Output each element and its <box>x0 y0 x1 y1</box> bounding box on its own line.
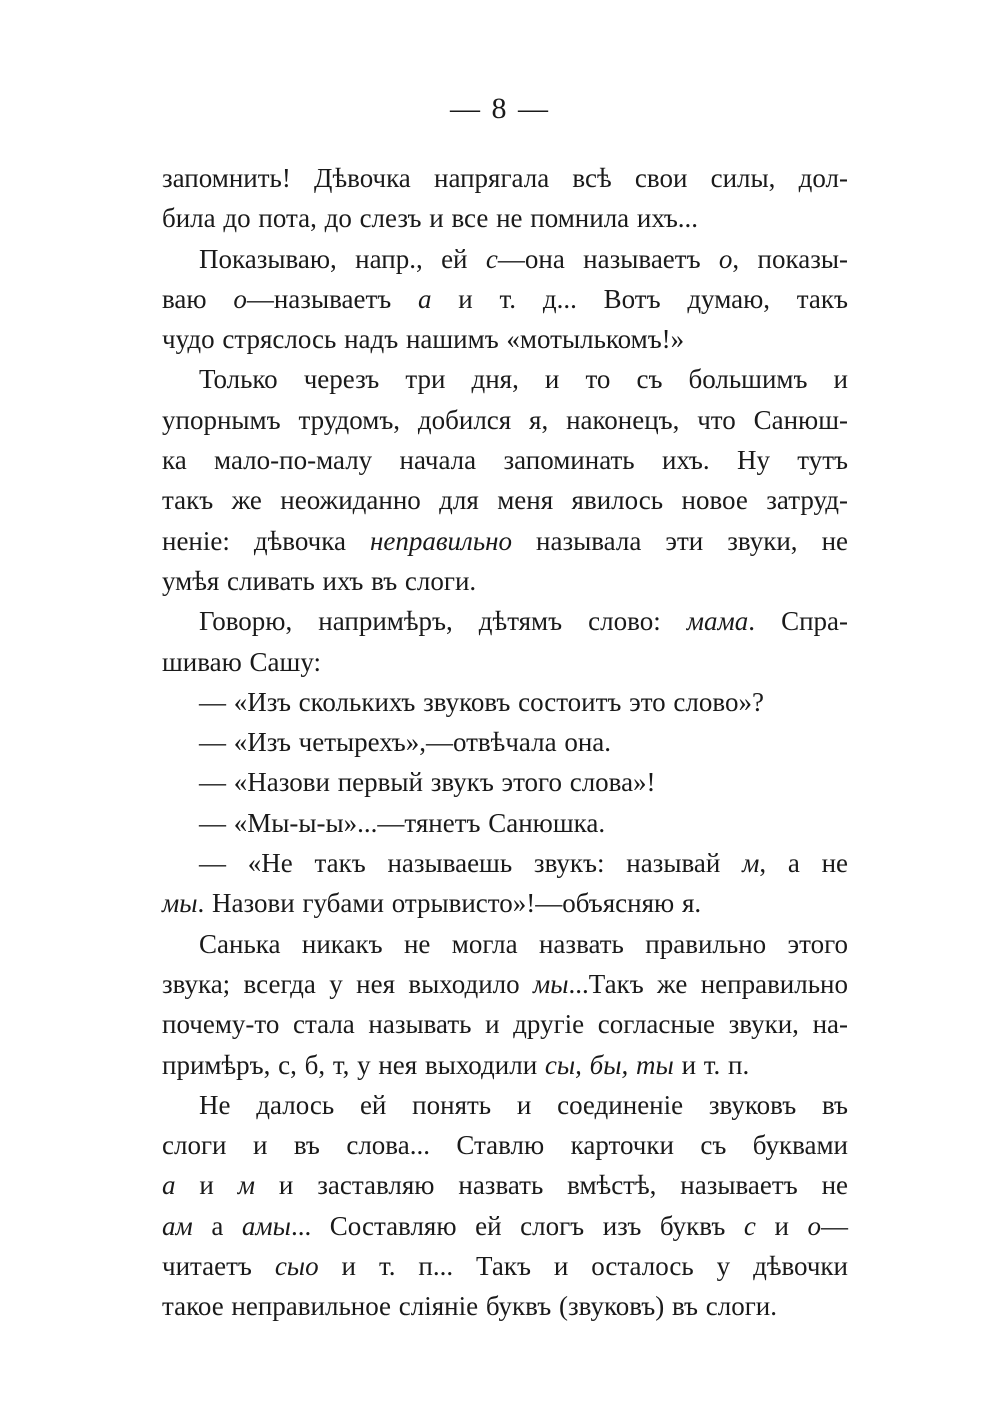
text-line <box>162 239 848 279</box>
text-segment: Говорю, напримѣръ, дѣтямъ слово: <box>199 606 687 637</box>
italic-text: сы, бы, ты <box>544 1049 674 1080</box>
italic-text: мама <box>686 606 749 637</box>
text-line <box>162 319 848 359</box>
text-segment: — «Назови первый звукъ этого слова»! <box>199 767 656 798</box>
text-segment: била до пота, до слезъ и все не помнила ихъ... <box>162 203 699 234</box>
text-line <box>162 359 848 399</box>
italic-text: сыо <box>274 1251 319 1282</box>
text-segment: такъ же неожиданно для меня явилось новое затруд- <box>162 485 848 516</box>
text-segment: и т. п... Такъ и осталось у дѣвочки <box>318 1251 848 1282</box>
italic-text: мы <box>533 968 569 999</box>
text-segment: Санька никакъ не могла назвать правильно этого <box>199 928 848 959</box>
text-segment: и <box>175 1170 238 1201</box>
text-line <box>162 1045 848 1085</box>
text-line <box>162 158 848 198</box>
text-line <box>162 722 848 762</box>
italic-text: о <box>807 1210 822 1241</box>
text-segment: и <box>755 1210 808 1241</box>
text-segment: а <box>192 1210 242 1241</box>
text-segment: —называетъ <box>246 283 418 314</box>
text-segment: слоги и въ слова... Ставлю карточки съ буквами <box>162 1130 848 1161</box>
italic-text: о <box>718 243 733 274</box>
text-segment: —она называетъ <box>497 243 719 274</box>
text-segment: и т. п. <box>673 1049 750 1080</box>
text-line <box>162 480 848 520</box>
italic-text: с <box>485 243 498 274</box>
text-segment: . Назови губами отрывисто»!—объясняю я. <box>197 888 702 919</box>
text-segment: Не далось ей понять и соединенiе звуковъ въ <box>199 1089 848 1120</box>
text-segment: — «Изъ сколькихъ звуковъ состоитъ это слово»? <box>199 686 764 717</box>
text-line <box>162 883 848 923</box>
text-line <box>162 843 848 883</box>
text-segment: и т. д... Вотъ думаю, такъ <box>431 283 848 314</box>
text-segment: ... Составляю ей слогъ изъ буквъ <box>290 1210 744 1241</box>
text-line <box>162 1286 848 1326</box>
italic-text: ам <box>162 1210 193 1241</box>
text-segment: запомнить! Дѣвочка напрягала всѣ свои силы, дол- <box>162 163 848 193</box>
text-line <box>162 803 848 843</box>
text-segment: Только черезъ три дня, и то съ большимъ и <box>199 364 848 395</box>
text-line <box>162 601 848 641</box>
text-line <box>162 964 848 1004</box>
text-line <box>162 561 848 601</box>
text-line <box>162 1165 848 1205</box>
text-segment: почему-то стала называть и другiе согласные звуки, на- <box>162 1009 848 1040</box>
text-line <box>162 440 848 480</box>
text-line <box>162 198 848 238</box>
text-segment: , показы- <box>732 243 848 274</box>
text-segment: такое неправильное слiянiе буквъ (звуковъ) въ слоги. <box>162 1291 777 1322</box>
italic-text: а <box>162 1170 176 1201</box>
text-line <box>162 521 848 561</box>
text-segment: ка мало-по-малу начала запоминать ихъ. Ну тутъ <box>162 445 848 476</box>
text-segment: умѣя сливать ихъ въ слоги. <box>162 565 477 596</box>
text-line <box>162 400 848 440</box>
text-segment: — «Не такъ называешь звукъ: называй <box>199 848 743 879</box>
text-segment: ...Такъ же неправильно <box>568 968 848 999</box>
italic-text: о <box>233 283 247 314</box>
text-line <box>162 279 848 319</box>
text-segment: читаетъ <box>162 1251 275 1282</box>
text-line <box>162 924 848 964</box>
text-line <box>162 762 848 802</box>
text-segment: . Спра- <box>748 606 849 637</box>
text-line <box>162 1206 848 1246</box>
text-line <box>162 1125 848 1165</box>
text-segment: — <box>821 1210 849 1241</box>
italic-text: с <box>743 1210 756 1241</box>
text-segment: примѣръ, с, б, т, у нея выходили <box>162 1049 545 1080</box>
text-segment: шиваю Сашу: <box>162 646 321 677</box>
italic-text: неправильно <box>369 525 513 556</box>
text-segment: — «Изъ четырехъ»,—отвѣчала она. <box>199 727 612 758</box>
text-line <box>162 1085 848 1125</box>
italic-text: мы <box>162 888 198 919</box>
page-number: — 8 — <box>450 92 550 125</box>
text-line <box>162 682 848 722</box>
italic-text: м <box>237 1170 255 1201</box>
text-line <box>162 642 848 682</box>
text-line <box>162 1246 848 1286</box>
text-line <box>162 1004 848 1044</box>
text-segment: , а не <box>759 848 848 879</box>
text-segment: ненiе: дѣвочка <box>162 525 370 556</box>
text-segment: звука; всегда у нея выходило <box>162 968 533 999</box>
text-segment: — «Мы-ы-ы»...—тянетъ Санюшка. <box>199 807 606 838</box>
text-segment: называла эти звуки, не <box>512 525 848 556</box>
italic-text: м <box>742 848 760 879</box>
italic-text: а <box>418 283 432 314</box>
text-segment: Показываю, напр., ей <box>199 243 486 274</box>
text-segment: упорнымъ трудомъ, добился я, наконецъ, что Санюш- <box>162 404 848 435</box>
italic-text: амы <box>241 1210 291 1241</box>
text-segment: и заставляю назвать вмѣстѣ, называетъ не <box>255 1170 848 1201</box>
text-block <box>162 158 848 1327</box>
text-segment: чудо стряслось надъ нашимъ «мотылькомъ!» <box>162 324 685 355</box>
text-segment: ваю <box>162 283 234 314</box>
